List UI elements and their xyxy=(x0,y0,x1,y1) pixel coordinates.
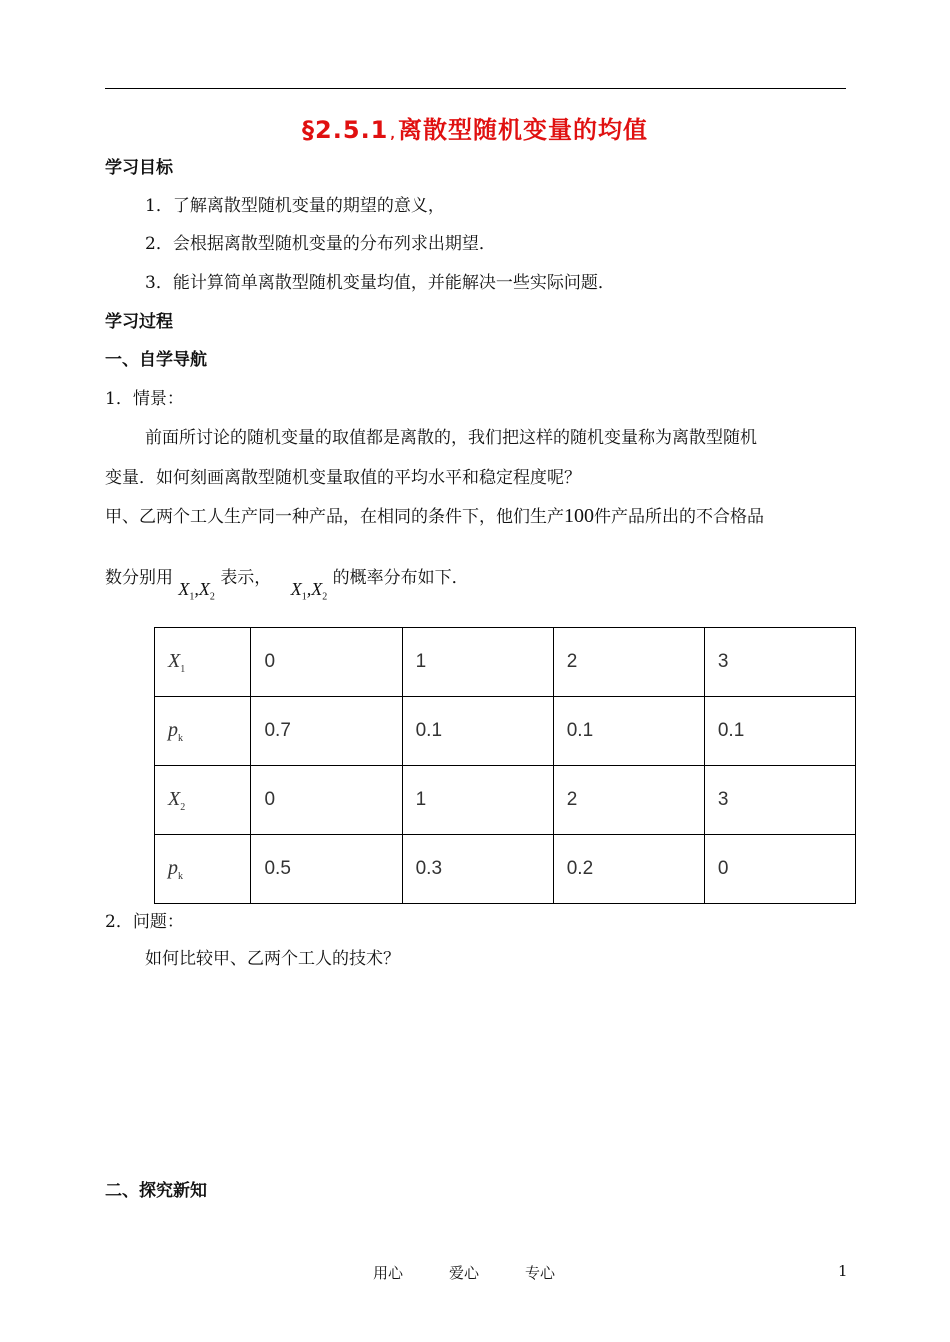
row-header: $p_k$ xyxy=(155,697,251,766)
table-cell: 0.1 xyxy=(553,697,704,766)
question-label: 2．问题： xyxy=(105,912,184,932)
footer-word: 专心 xyxy=(525,1264,556,1282)
table-cell: 3 xyxy=(704,628,855,697)
para2-pre: 甲、乙两个工人生产同一种产品，在相同的条件下，他们生产 xyxy=(105,507,564,527)
table-cell: 0.3 xyxy=(402,835,553,904)
objective-item-1: 1．了解离散型随机变量的期望的意义， xyxy=(145,196,445,216)
table-cell: 2 xyxy=(553,766,704,835)
objective-item-3: 3．能计算简单离散型随机变量均值，并能解决一些实际问题． xyxy=(145,273,615,293)
para3-post: 的概率分布如下． xyxy=(332,568,469,588)
table-cell: 0.1 xyxy=(402,697,553,766)
para3-mid: 表示， xyxy=(220,568,272,588)
question-text: 如何比较甲、乙两个工人的技术？ xyxy=(145,949,400,969)
table-cell: 3 xyxy=(704,766,855,835)
footer-word: 爱心 xyxy=(449,1264,480,1282)
table-cell: 1 xyxy=(402,628,553,697)
title-mark: , xyxy=(390,127,396,141)
title-text: 离散型随机变量的均值 xyxy=(397,116,648,144)
part2-heading: 二、探究新知 xyxy=(105,1181,207,1201)
var-x1-x2-second: $X_1,X_2$ xyxy=(290,579,328,603)
table-row xyxy=(155,628,856,697)
row-header: $X_2$ xyxy=(155,766,251,835)
objective-item-2: 2．会根据离散型随机变量的分布列求出期望． xyxy=(145,234,496,254)
row-header: $p_k$ xyxy=(155,835,251,904)
table-cell: 0 xyxy=(251,766,402,835)
para3-pre: 数分别用 xyxy=(105,568,173,588)
table-cell: 0 xyxy=(704,835,855,904)
page-title xyxy=(0,110,950,145)
product-count: 100 xyxy=(564,505,594,527)
table-row xyxy=(155,697,856,766)
row-header: $X_1$ xyxy=(155,628,251,697)
para2-post: 件产品所出的不合格品 xyxy=(594,507,764,527)
table-cell: 1 xyxy=(402,766,553,835)
page-number: 1 xyxy=(838,1262,848,1280)
objectives-heading: 学习目标 xyxy=(105,158,173,178)
process-heading: 学习过程 xyxy=(105,312,173,332)
table-row xyxy=(155,835,856,904)
footer-motto xyxy=(373,1262,555,1283)
scene-paragraph-line-1: 前面所讨论的随机变量的取值都是离散的，我们把这样的随机变量称为离散型随机 xyxy=(145,428,757,448)
scene-paragraph-line-4 xyxy=(105,566,469,603)
title-section: §2.5.1 xyxy=(302,116,389,144)
part1-heading: 一、自学导航 xyxy=(105,350,207,370)
table-row xyxy=(155,766,856,835)
header-rule xyxy=(105,88,846,89)
table-cell: 0.5 xyxy=(251,835,402,904)
distribution-table xyxy=(154,627,856,904)
table-cell: 0 xyxy=(251,628,402,697)
scene-paragraph-line-3 xyxy=(105,505,764,528)
table-cell: 0.2 xyxy=(553,835,704,904)
scene-paragraph-line-2: 变量．如何刻画离散型随机变量取值的平均水平和稳定程度呢？ xyxy=(105,468,581,488)
table-cell: 2 xyxy=(553,628,704,697)
footer-word: 用心 xyxy=(373,1264,404,1282)
scene-label: 1．情景： xyxy=(105,389,184,409)
var-x1-x2: $X_1,X_2$ xyxy=(178,579,215,603)
table-cell: 0.7 xyxy=(251,697,402,766)
table-cell: 0.1 xyxy=(704,697,855,766)
